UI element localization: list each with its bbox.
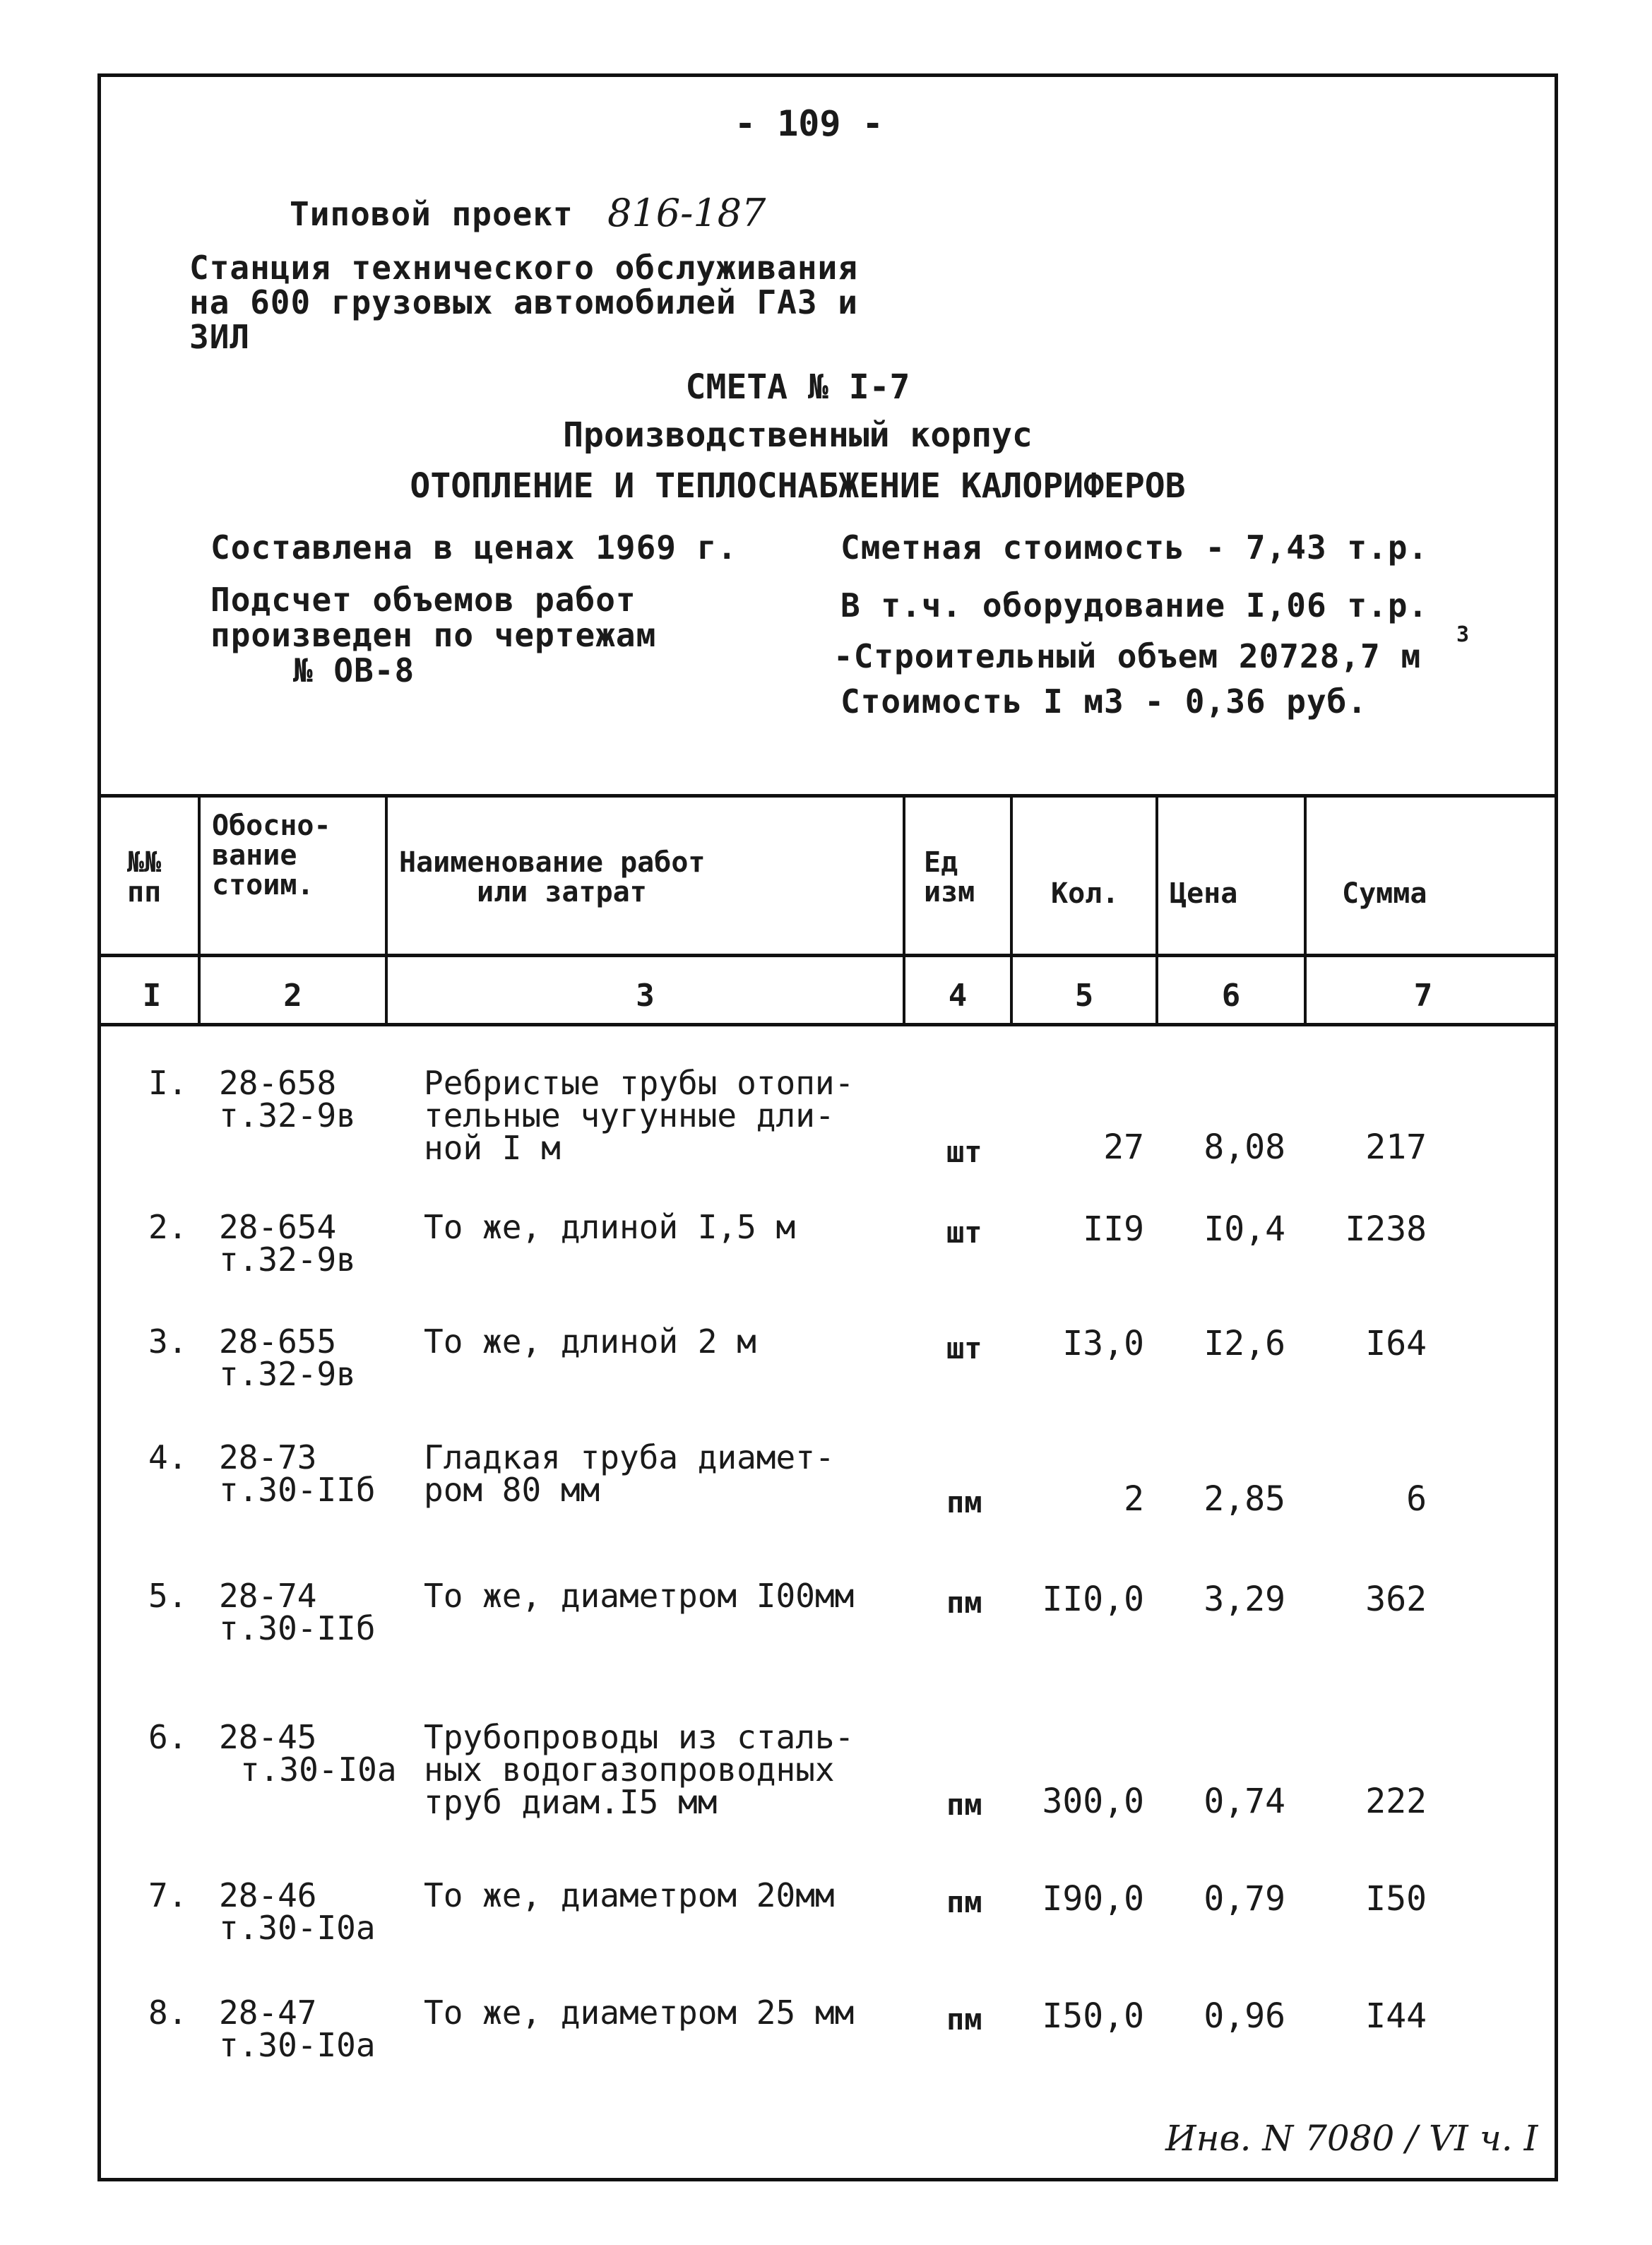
header-qty: Кол. [1051, 877, 1119, 910]
row-3-qty: I3,0 [1062, 1324, 1144, 1363]
row-6-unit: пм [946, 1787, 982, 1822]
row-1-no: I. [148, 1064, 188, 1102]
row-4-unit: пм [946, 1485, 982, 1520]
row-3-unit: шт [946, 1331, 982, 1366]
row-7-no: 7. [148, 1876, 188, 1914]
row-2-basis: 28-654 т.32-9в [219, 1208, 356, 1279]
unit-cost: Стоимость I м3 - 0,36 руб. [840, 682, 1368, 721]
header-price: Цена [1170, 877, 1238, 910]
header-sum: Сумма [1342, 877, 1427, 910]
row-2-price: I0,4 [1204, 1209, 1285, 1249]
row-8-no: 8. [148, 1994, 188, 2032]
row-7-price: 0,79 [1204, 1879, 1285, 1919]
inventory-note: Инв. N 7080 / VI ч. I [1165, 2118, 1538, 2159]
row-5-name: То же, диаметром I00мм [424, 1577, 855, 1615]
row-3-no: 3. [148, 1322, 188, 1361]
row-6-no: 6. [148, 1718, 188, 1756]
row-7-basis: 28-46 т.30-I0а [219, 1876, 376, 1947]
row-5-basis: 28-74 т.30-IIб [219, 1577, 376, 1647]
row-4-sum: 6 [1406, 1479, 1427, 1519]
row-6-price: 0,74 [1204, 1782, 1285, 1821]
row-5-no: 5. [148, 1577, 188, 1615]
row-3-price: I2,6 [1204, 1324, 1285, 1363]
row-2-qty: II9 [1083, 1209, 1144, 1249]
row-7-unit: пм [946, 1885, 982, 1919]
row-1-qty: 27 [1103, 1127, 1144, 1167]
header-unit: Ед изм [924, 846, 975, 908]
column-number-line [97, 1023, 1558, 1026]
row-8-qty: I50,0 [1042, 1996, 1144, 2036]
page-number: - 109 - [735, 103, 884, 144]
row-5-price: 3,29 [1204, 1580, 1285, 1619]
station-title-line-1: Станция технического обслуживания [189, 249, 858, 287]
cubic-superscript: 3 [1456, 622, 1470, 647]
row-5-unit: пм [946, 1585, 982, 1620]
row-6-qty: 300,0 [1042, 1782, 1144, 1821]
row-8-name: То же, диаметром 25 мм [424, 1994, 855, 2032]
row-8-unit: пм [946, 2002, 982, 2037]
section-title: ОТОПЛЕНИЕ И ТЕПЛОСНАБЖЕНИЕ КАЛОРИФЕРОВ [410, 466, 1186, 506]
col-number-1: I [142, 978, 162, 1014]
row-7-sum: I50 [1365, 1879, 1427, 1919]
row-1-sum: 217 [1365, 1127, 1427, 1167]
header-separator-line [97, 954, 1558, 957]
volume-basis-line-3: № ОВ-8 [293, 651, 415, 689]
row-2-sum: I238 [1345, 1209, 1427, 1249]
col-number-7: 7 [1413, 978, 1433, 1014]
header-no: №№ пп [127, 846, 162, 908]
row-3-basis: 28-655 т.32-9в [219, 1322, 356, 1393]
row-7-name: То же, диаметром 20мм [424, 1876, 835, 1914]
row-1-price: 8,08 [1204, 1127, 1285, 1167]
estimated-cost: Сметная стоимость - 7,43 т.р. [840, 528, 1429, 567]
col-number-4: 4 [948, 978, 968, 1014]
row-2-name: То же, длиной I,5 м [424, 1208, 796, 1246]
row-6-sum: 222 [1365, 1782, 1427, 1821]
row-5-qty: II0,0 [1042, 1580, 1144, 1619]
equipment-cost: В т.ч. оборудование I,06 т.р. [840, 586, 1429, 624]
row-8-basis: 28-47 т.30-I0а [219, 1994, 376, 2064]
project-label: Типовой проект [290, 195, 574, 233]
row-3-sum: I64 [1365, 1324, 1427, 1363]
row-2-no: 2. [148, 1208, 188, 1246]
row-1-name: Ребристые трубы отопи- тельные чугунные дли- ной I м [424, 1064, 855, 1167]
row-6-name: Трубопроводы из сталь- ных водогазопроводных труб диам.I5 мм [424, 1718, 855, 1821]
row-4-no: 4. [148, 1438, 188, 1476]
col-number-3: 3 [636, 978, 655, 1014]
building-name: Производственный корпус [563, 415, 1033, 455]
col-number-2: 2 [283, 978, 302, 1014]
row-7-qty: I90,0 [1042, 1879, 1144, 1919]
building-volume: -Строительный объем 20728,7 м [833, 637, 1422, 675]
table-top-line [97, 794, 1558, 798]
row-1-unit: шт [946, 1135, 982, 1169]
header-basis: Обосно- вание стоим. [212, 810, 331, 901]
station-title-line-2: на 600 грузовых автомобилей ГАЗ и [189, 283, 858, 321]
row-4-basis: 28-73 т.30-IIб [219, 1438, 376, 1509]
row-5-sum: 362 [1365, 1580, 1427, 1619]
row-4-price: 2,85 [1204, 1479, 1285, 1519]
col-number-6: 6 [1221, 978, 1241, 1014]
row-4-name: Гладкая труба диамет- ром 80 мм [424, 1438, 835, 1509]
estimate-title: СМЕТА № I-7 [685, 367, 910, 407]
row-1-basis: 28-658 т.32-9в [219, 1064, 356, 1135]
prices-basis: Составлена в ценах 1969 г. [210, 528, 738, 567]
volume-basis-line-1: Подсчет объемов работ [210, 581, 636, 619]
row-2-unit: шт [946, 1215, 982, 1250]
row-6-basis: 28-45 т.30-I0а [219, 1718, 397, 1789]
row-3-name: То же, длиной 2 м [424, 1322, 756, 1361]
station-title-line-3: ЗИЛ [189, 318, 251, 356]
col-number-5: 5 [1074, 978, 1094, 1014]
row-4-qty: 2 [1124, 1479, 1144, 1519]
volume-basis-line-2: произведен по чертежам [210, 616, 657, 654]
project-number: 816-187 [607, 191, 766, 235]
row-8-sum: I44 [1365, 1996, 1427, 2036]
header-name: Наименование работ или затрат [399, 846, 706, 908]
row-8-price: 0,96 [1204, 1996, 1285, 2036]
